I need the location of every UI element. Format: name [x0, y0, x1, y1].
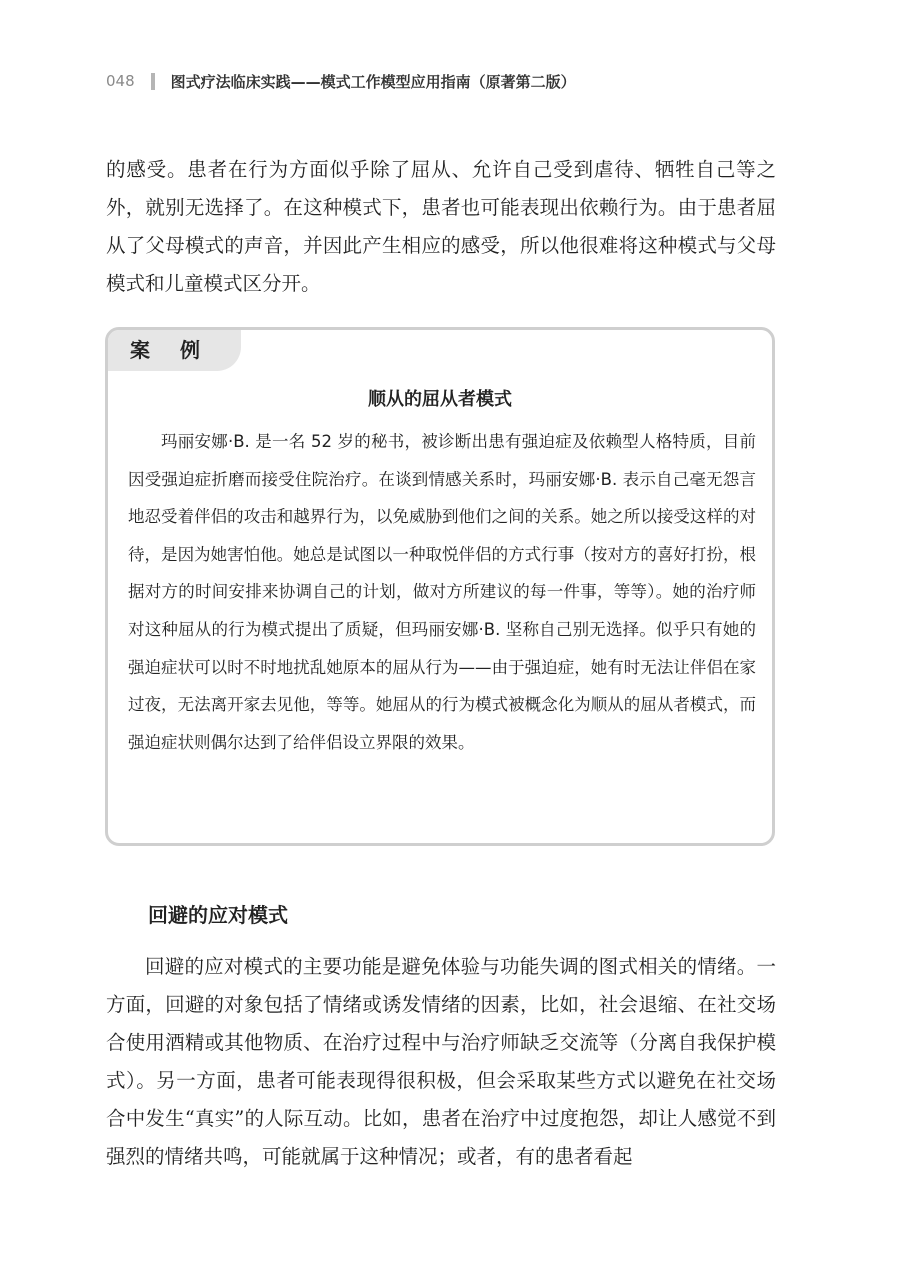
running-header	[106, 70, 576, 92]
case-body: 玛丽安娜·B. 是一名 52 岁的秘书，被诊断出患有强迫症及依赖型人格特质，目前因受强迫症折磨而接受住院治疗。在谈到情感关系时，玛丽安娜·B. 表示自己毫无怨言地忍受着伴侣的攻击和越界行为，以免威胁到他们之间的关系。她之所以接受这样的对待，是因为她害怕他。她总是试图以一种取悦伴侣的方式行事（按对方的喜好打扮，根据对方的时间安排来协调自己的计划，做对方所建议的每一件事，等等）。她的治疗师对这种屈从的行为模式提出了质疑，但玛丽安娜·B. 坚称自己别无选择。似乎只有她的强迫症状可以时不时地扰乱她原本的屈从行为——由于强迫症，她有时无法让伴侣在家过夜，无法离开家去见他，等等。她屈从的行为模式被概念化为顺从的屈从者模式，而强迫症状则偶尔达到了给伴侣设立界限的效果。	[128, 432, 756, 752]
section-heading: 回避的应对模式	[148, 903, 288, 927]
header-divider	[151, 73, 155, 90]
section-paragraph: 回避的应对模式的主要功能是避免体验与功能失调的图式相关的情绪。一方面，回避的对象包括了情绪或诱发情绪的因素，比如，社会退缩、在社交场合使用酒精或其他物质、在治疗过程中与治疗师缺乏交流等（分离自我保护模式）。另一方面，患者可能表现得很积极，但会采取某些方式以避免在社交场合中发生“真实”的人际互动。比如，患者在治疗中过度抱怨，却让人感觉不到强烈的情绪共鸣，可能就属于这种情况；或者，有的患者看起	[106, 955, 776, 1168]
page-number: 048	[106, 72, 135, 90]
case-tab-label: 案例	[108, 330, 241, 371]
case-box	[105, 327, 775, 846]
intro-paragraph: 的感受。患者在行为方面似乎除了屈从、允许自己受到虐待、牺牲自己等之外，就别无选择了。在这种模式下，患者也可能表现出依赖行为。由于患者屈从了父母模式的声音，并因此产生相应的感受，所以他很难将这种模式与父母模式和儿童模式区分开。	[106, 158, 776, 295]
case-title: 顺从的屈从者模式	[368, 389, 512, 410]
book-title: 图式疗法临床实践——模式工作模型应用指南（原著第二版）	[170, 72, 576, 91]
